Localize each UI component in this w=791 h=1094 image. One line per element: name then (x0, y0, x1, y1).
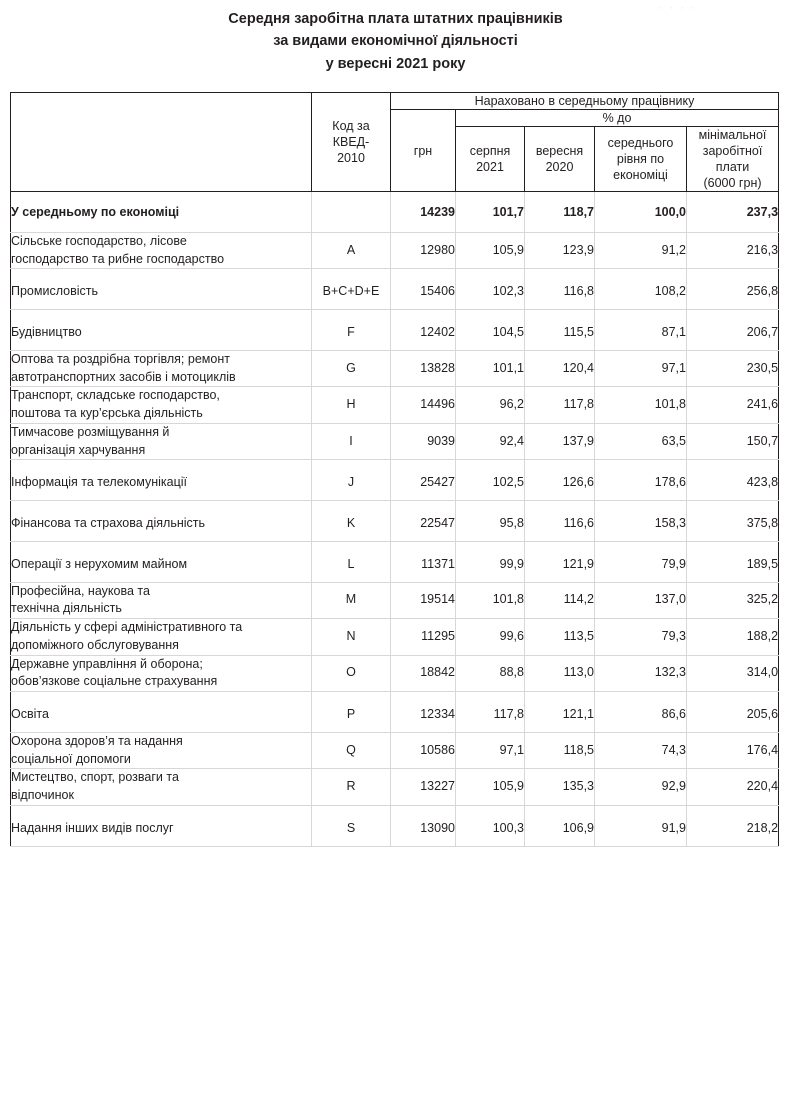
table-header (11, 93, 779, 192)
row-value-pct-minimum-wage: 375,8 (687, 501, 779, 542)
row-value-uah: 19514 (391, 582, 456, 619)
row-value-pct-august-2021: 88,8 (456, 655, 525, 692)
row-value-pct-average-economy: 158,3 (595, 501, 687, 542)
row-activity-name-line-1: Мистецтво, спорт, розваги та (11, 770, 179, 785)
table-row (11, 619, 779, 656)
row-value-pct-august-2021: 101,8 (456, 582, 525, 619)
row-activity-name-line-1: Інформація та телекомунікації (11, 475, 187, 490)
header-minimum-wage (687, 127, 779, 192)
row-kved-code: F (312, 310, 391, 351)
row-value-uah: 13227 (391, 769, 456, 806)
header-average-line-3: економіці (613, 168, 668, 182)
row-activity-name (11, 655, 312, 692)
row-value-pct-average-economy: 63,5 (595, 423, 687, 460)
row-activity-name-line-1: Діяльність у сфері адміністративного та (11, 620, 243, 634)
row-activity-name-line-1: Сільське господарство, лісове (11, 233, 187, 248)
row-value-uah: 10586 (391, 732, 456, 769)
row-value-uah: 25427 (391, 460, 456, 501)
header-august-line-1: серпня (469, 144, 511, 158)
table-row (11, 501, 779, 542)
row-value-pct-average-economy: 137,0 (595, 582, 687, 619)
header-minimum-line-2: заробітної (702, 144, 763, 158)
row-value-pct-average-economy: 79,3 (595, 619, 687, 656)
header-row-1 (11, 93, 779, 110)
row-value-pct-august-2021: 101,1 (456, 350, 525, 387)
header-minimum-line-1: мінімальної (698, 128, 767, 142)
row-value-pct-average-economy: 91,9 (595, 805, 687, 846)
row-activity-name-line-1: Промисловість (11, 284, 99, 299)
header-kved-line-1: Код за (332, 119, 370, 133)
row-value-pct-august-2021: 102,3 (456, 269, 525, 310)
row-kved-code: M (312, 582, 391, 619)
header-group-accrued: Нараховано в середньому працівнику (391, 93, 779, 110)
row-kved-code: J (312, 460, 391, 501)
row-value-uah: 15406 (391, 269, 456, 310)
table-row (11, 423, 779, 460)
row-activity-name (11, 232, 312, 269)
row-activity-name (11, 387, 312, 424)
row-value-pct-minimum-wage: 230,5 (687, 350, 779, 387)
row-value-pct-september-2020: 135,3 (525, 769, 595, 806)
table-row (11, 541, 779, 582)
row-activity-name-line-1: Транспорт, складське господарство, (11, 388, 220, 403)
row-activity-name-line-2: організація харчування (11, 442, 146, 457)
row-activity-name (11, 619, 312, 656)
row-value-pct-average-economy: 100,0 (595, 192, 687, 233)
row-value-pct-september-2020: 126,6 (525, 460, 595, 501)
row-value-uah: 13090 (391, 805, 456, 846)
row-value-pct-september-2020: 115,5 (525, 310, 595, 351)
row-value-pct-september-2020: 121,1 (525, 692, 595, 733)
row-value-pct-september-2020: 116,8 (525, 269, 595, 310)
row-value-pct-minimum-wage: 423,8 (687, 460, 779, 501)
row-value-pct-average-economy: 101,8 (595, 387, 687, 424)
row-activity-name-line-1: Оптова та роздрібна торгівля; ремонт (11, 351, 230, 366)
row-activity-name-line-2: поштова та кур’єрська діяльність (11, 406, 203, 420)
row-kved-code: Q (312, 732, 391, 769)
row-value-pct-august-2021: 92,4 (456, 423, 525, 460)
row-activity-name (11, 541, 312, 582)
row-activity-name (11, 501, 312, 542)
row-activity-name-line-2: технічна діяльність (11, 601, 122, 616)
row-value-uah: 12334 (391, 692, 456, 733)
table-row (11, 350, 779, 387)
row-value-pct-september-2020: 121,9 (525, 541, 595, 582)
row-kved-code: N (312, 619, 391, 656)
row-value-pct-minimum-wage: 216,3 (687, 232, 779, 269)
row-value-pct-september-2020: 123,9 (525, 232, 595, 269)
row-activity-name (11, 692, 312, 733)
row-value-pct-august-2021: 117,8 (456, 692, 525, 733)
row-value-uah: 13828 (391, 350, 456, 387)
row-value-pct-minimum-wage: 241,6 (687, 387, 779, 424)
row-value-pct-august-2021: 105,9 (456, 232, 525, 269)
header-september-line-1: вересня (535, 144, 584, 158)
row-value-uah: 22547 (391, 501, 456, 542)
row-activity-name-line-1: Охорона здоров’я та надання (11, 733, 183, 748)
row-activity-name (11, 805, 312, 846)
row-kved-code: L (312, 541, 391, 582)
table-row (11, 387, 779, 424)
table-row (11, 582, 779, 619)
row-value-pct-september-2020: 114,2 (525, 582, 595, 619)
row-activity-name (11, 310, 312, 351)
header-kved-line-3: 2010 (337, 151, 365, 165)
row-value-pct-minimum-wage: 205,6 (687, 692, 779, 733)
statistics-table (10, 92, 779, 847)
row-value-pct-minimum-wage: 325,2 (687, 582, 779, 619)
row-value-pct-minimum-wage: 206,7 (687, 310, 779, 351)
row-value-pct-august-2021: 105,9 (456, 769, 525, 806)
row-value-pct-average-economy: 74,3 (595, 732, 687, 769)
row-value-uah: 18842 (391, 655, 456, 692)
row-value-pct-september-2020: 113,0 (525, 655, 595, 692)
title-line-3: у вересні 2021 року (325, 55, 466, 72)
row-value-pct-august-2021: 104,5 (456, 310, 525, 351)
header-uah: грн (391, 110, 456, 192)
header-average-economy (595, 127, 687, 192)
row-activity-name (11, 732, 312, 769)
table-row (11, 460, 779, 501)
row-value-pct-august-2021: 100,3 (456, 805, 525, 846)
row-activity-name-line-2: господарство та рибне господарство (11, 251, 225, 266)
row-kved-code: H (312, 387, 391, 424)
row-value-pct-average-economy: 92,9 (595, 769, 687, 806)
row-value-pct-average-economy: 79,9 (595, 541, 687, 582)
row-kved-code: P (312, 692, 391, 733)
row-activity-name-line-1: Фінансова та страхова діяльність (11, 516, 205, 530)
header-activity-blank (11, 93, 312, 192)
row-value-pct-september-2020: 116,6 (525, 501, 595, 542)
row-kved-code: B+C+D+E (312, 269, 391, 310)
row-value-pct-minimum-wage: 188,2 (687, 619, 779, 656)
row-activity-name-line-1: Державне управління й оборона; (11, 656, 203, 671)
row-activity-name-line-1: У середньому по економіці (11, 205, 180, 219)
row-kved-code: I (312, 423, 391, 460)
row-activity-name-line-1: Надання інших видів послуг (11, 820, 174, 835)
row-value-pct-average-economy: 178,6 (595, 460, 687, 501)
row-activity-name-line-1: Тимчасове розміщування й (11, 424, 170, 439)
row-value-pct-minimum-wage: 189,5 (687, 541, 779, 582)
row-activity-name (11, 423, 312, 460)
header-august-line-2: 2021 (476, 160, 504, 174)
row-value-pct-august-2021: 97,1 (456, 732, 525, 769)
header-kved-line-2: КВЕД- (332, 135, 370, 149)
header-september-line-2: 2020 (545, 160, 574, 174)
watermark-fragment: · · · · (659, 2, 697, 14)
row-value-pct-september-2020: 117,8 (525, 387, 595, 424)
row-value-uah: 11295 (391, 619, 456, 656)
row-value-uah: 12402 (391, 310, 456, 351)
row-value-pct-august-2021: 101,7 (456, 192, 525, 233)
row-value-pct-minimum-wage: 237,3 (687, 192, 779, 233)
row-activity-name-line-1: Освіта (11, 707, 49, 721)
row-activity-name (11, 269, 312, 310)
row-value-pct-august-2021: 99,6 (456, 619, 525, 656)
row-kved-code: R (312, 769, 391, 806)
row-value-pct-september-2020: 118,5 (525, 732, 595, 769)
header-average-line-2: рівня по (616, 152, 665, 166)
row-kved-code (312, 192, 391, 233)
row-activity-name-line-1: Операції з нерухомим майном (11, 556, 188, 571)
table-row (11, 769, 779, 806)
row-value-pct-minimum-wage: 176,4 (687, 732, 779, 769)
header-september-2020 (525, 127, 595, 192)
header-minimum-line-3: плати (715, 160, 750, 174)
row-value-pct-minimum-wage: 218,2 (687, 805, 779, 846)
statistics-table-wrapper (10, 92, 778, 847)
row-value-pct-average-economy: 108,2 (595, 269, 687, 310)
row-kved-code: S (312, 805, 391, 846)
title-line-2: за видами економічної діяльності (273, 33, 518, 50)
row-activity-name (11, 460, 312, 501)
row-activity-name-line-1: Будівництво (11, 325, 82, 339)
row-activity-name-line-2: автотранспортних засобів і мотоциклів (11, 369, 236, 384)
row-value-pct-average-economy: 132,3 (595, 655, 687, 692)
row-activity-name (11, 769, 312, 806)
row-value-pct-august-2021: 99,9 (456, 541, 525, 582)
row-value-uah: 12980 (391, 232, 456, 269)
row-value-pct-august-2021: 96,2 (456, 387, 525, 424)
row-value-pct-average-economy: 87,1 (595, 310, 687, 351)
row-activity-name (11, 582, 312, 619)
table-row (11, 692, 779, 733)
row-activity-name-line-2: соціальної допомоги (11, 751, 131, 766)
header-average-line-1: середнього (607, 136, 674, 150)
row-value-pct-september-2020: 120,4 (525, 350, 595, 387)
row-activity-name-line-2: відпочинок (11, 788, 74, 802)
row-activity-name-line-1: Професійна, наукова та (11, 583, 150, 598)
header-august-2021 (456, 127, 525, 192)
row-activity-name (11, 192, 312, 233)
row-activity-name-line-2: обов’язкове соціальне страхування (11, 674, 218, 689)
row-value-pct-august-2021: 102,5 (456, 460, 525, 501)
row-kved-code: K (312, 501, 391, 542)
row-value-uah: 14239 (391, 192, 456, 233)
table-row (11, 805, 779, 846)
row-value-pct-average-economy: 86,6 (595, 692, 687, 733)
row-value-pct-september-2020: 106,9 (525, 805, 595, 846)
row-value-uah: 9039 (391, 423, 456, 460)
row-value-pct-minimum-wage: 220,4 (687, 769, 779, 806)
row-value-pct-september-2020: 113,5 (525, 619, 595, 656)
row-activity-name-line-2: допоміжного обслуговування (11, 637, 179, 652)
row-value-pct-minimum-wage: 314,0 (687, 655, 779, 692)
row-value-pct-minimum-wage: 150,7 (687, 423, 779, 460)
row-value-pct-average-economy: 91,2 (595, 232, 687, 269)
row-value-uah: 11371 (391, 541, 456, 582)
table-row (11, 655, 779, 692)
row-value-pct-august-2021: 95,8 (456, 501, 525, 542)
row-kved-code: O (312, 655, 391, 692)
table-row (11, 732, 779, 769)
row-kved-code: G (312, 350, 391, 387)
table-row (11, 192, 779, 233)
table-row (11, 310, 779, 351)
header-kved-code (312, 93, 391, 192)
header-group-percent: % до (456, 110, 779, 127)
title-line-1: Середня заробітна плата штатних працівників (228, 11, 563, 27)
row-value-pct-minimum-wage: 256,8 (687, 269, 779, 310)
table-row (11, 232, 779, 269)
table-body (11, 192, 779, 847)
row-value-pct-september-2020: 118,7 (525, 192, 595, 233)
row-value-pct-average-economy: 97,1 (595, 350, 687, 387)
header-minimum-line-4: (6000 грн) (703, 176, 762, 190)
row-value-uah: 14496 (391, 387, 456, 424)
table-row (11, 269, 779, 310)
row-kved-code: A (312, 232, 391, 269)
row-value-pct-september-2020: 137,9 (525, 423, 595, 460)
row-activity-name (11, 350, 312, 387)
